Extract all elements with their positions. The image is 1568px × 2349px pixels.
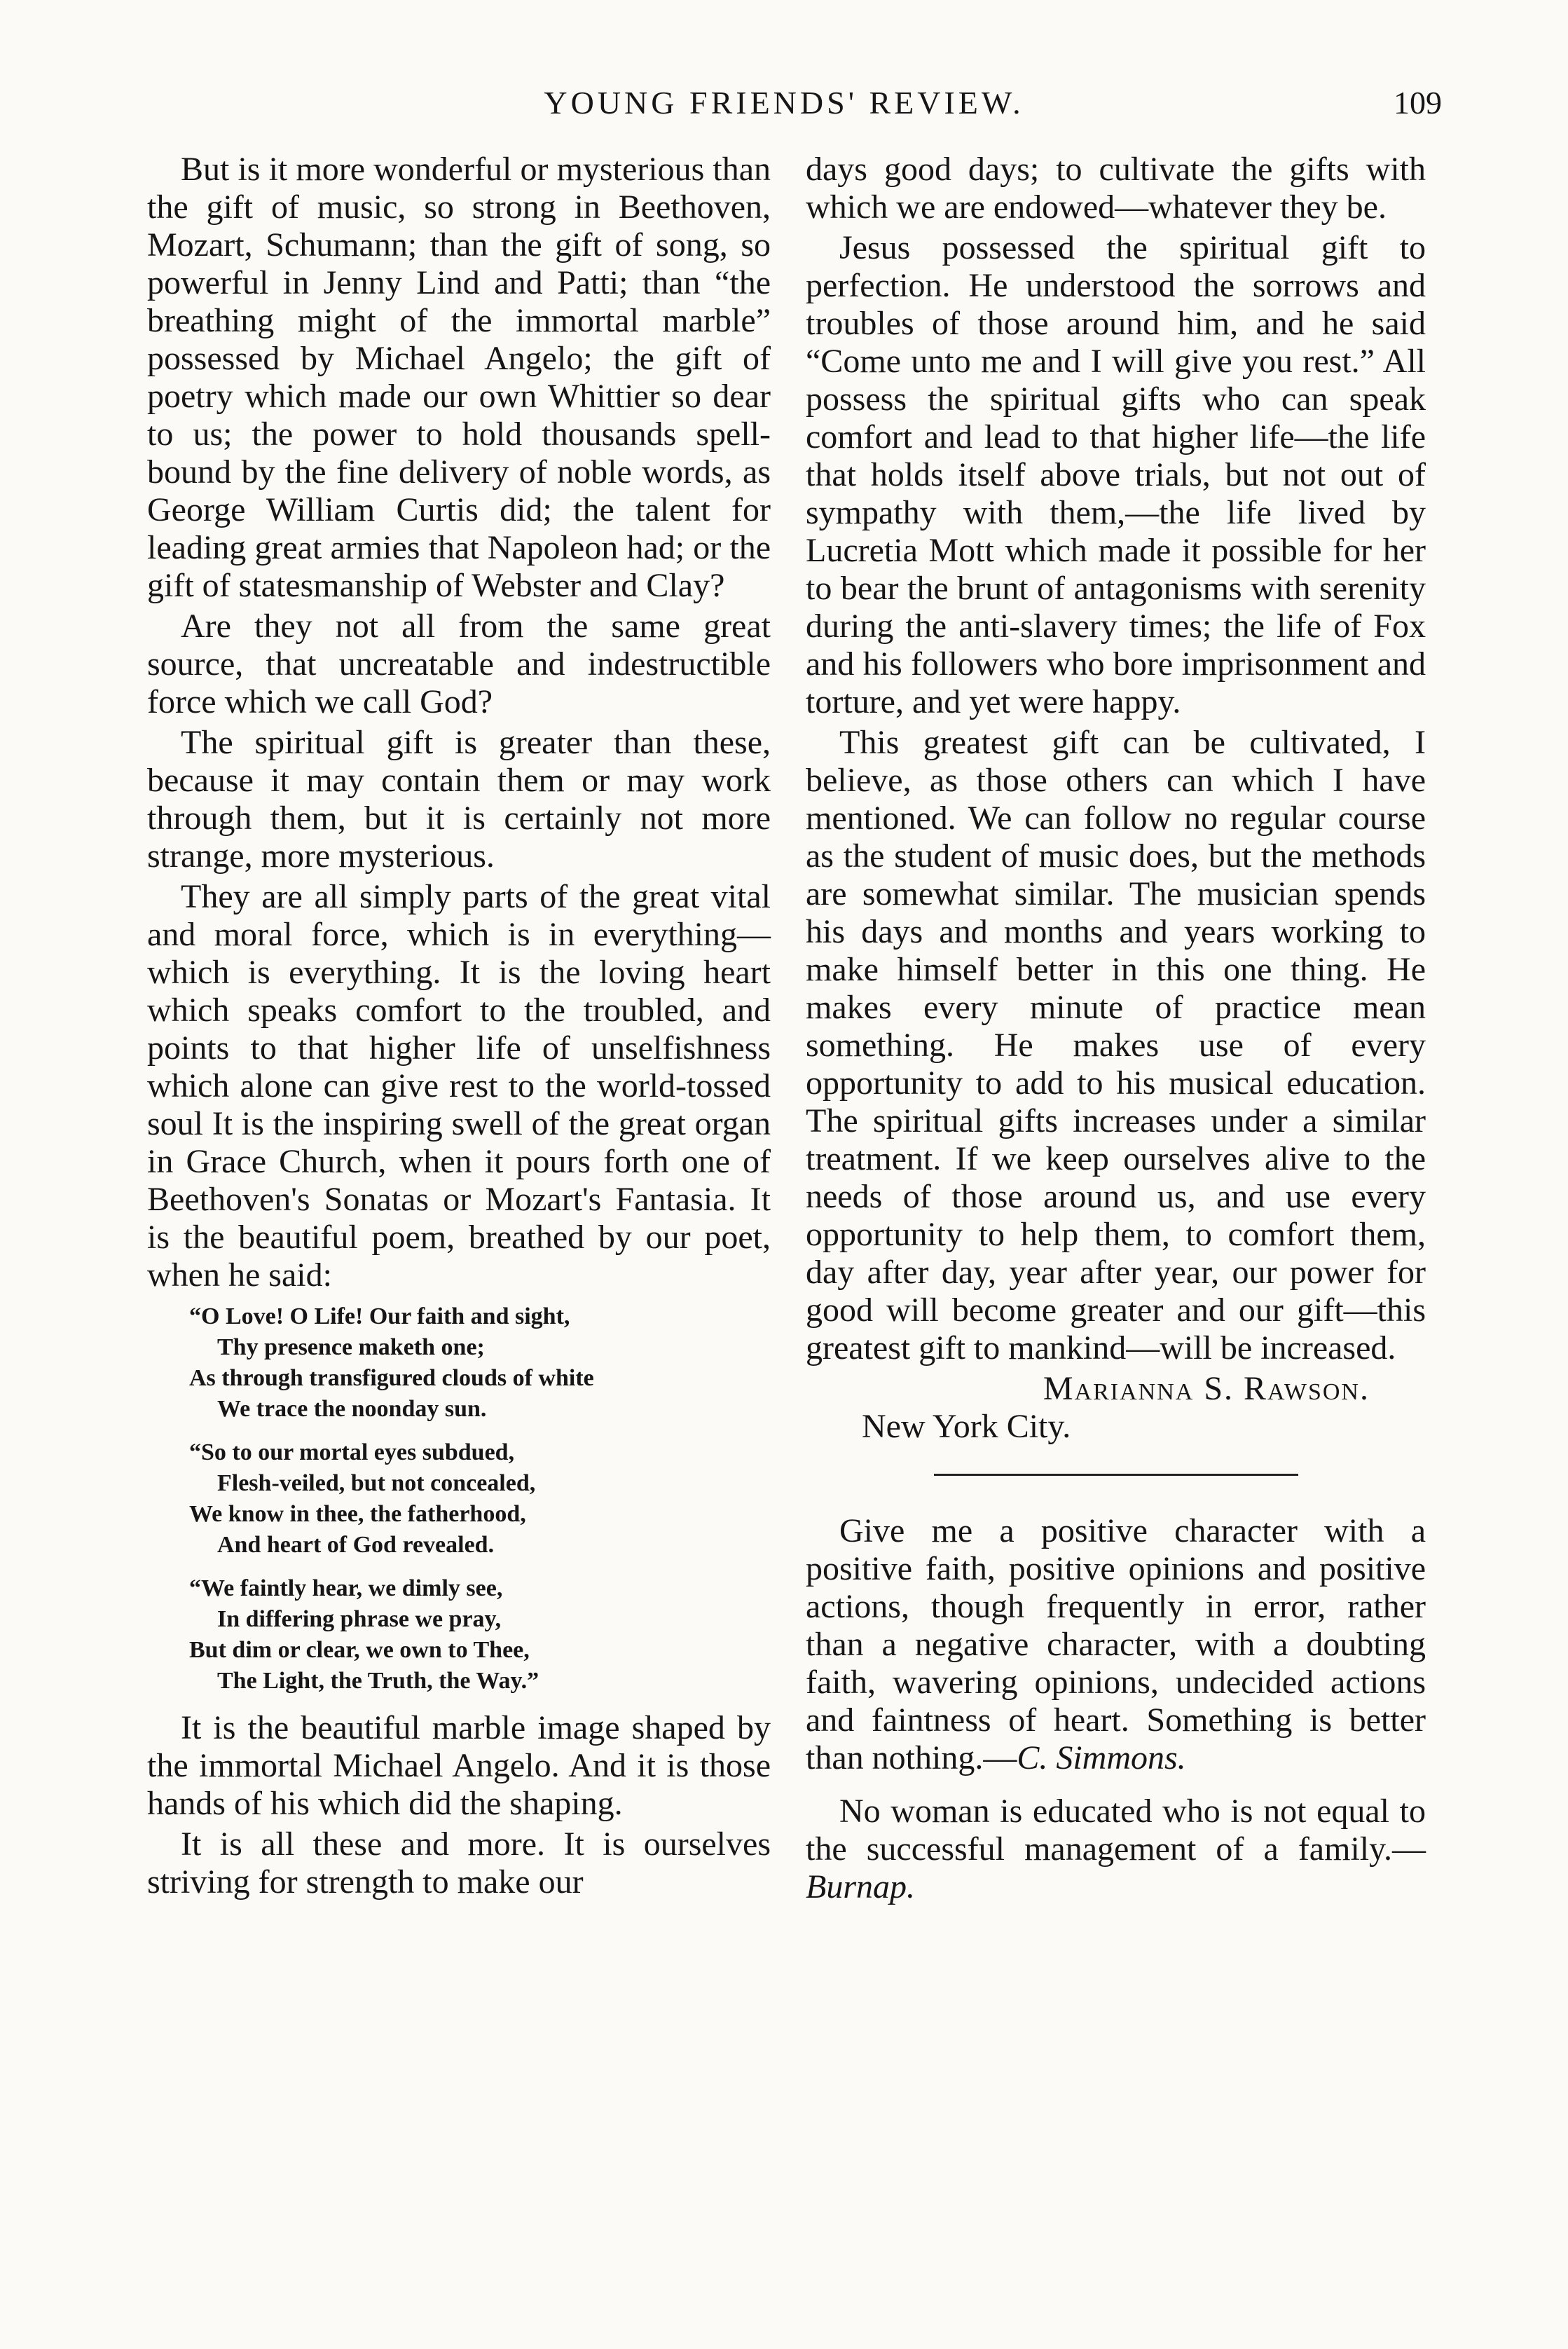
poem-line: Flesh-veiled, but not concealed, xyxy=(217,1470,536,1496)
paragraph: But is it more wonderful or mysterious than the gift of music, so strong in Beethoven, Mozart, Schumann; than the gift of song, so powerful in Jenny Lind and Patti; than “the breathing might of the immortal marble” possessed by Michael Angelo; the gift of poetry which made our own Whittier so dear to us; the power to hold thousands spell-bound by the fine delivery of noble words, as George William Curtis did; the talent for leading great armies that Napoleon had; or the gift of statesmanship of Webster and Clay? xyxy=(147,151,771,604)
quote xyxy=(806,1512,1426,1777)
running-title: YOUNG FRIENDS' REVIEW. xyxy=(544,85,1024,121)
page-number: 109 xyxy=(1394,85,1442,121)
poem-line: But dim or clear, we own to Thee, xyxy=(189,1637,530,1663)
poem xyxy=(189,1301,771,1697)
poem-stanza xyxy=(189,1437,771,1561)
poem-line: We trace the noonday sun. xyxy=(217,1396,487,1422)
section-divider xyxy=(934,1474,1298,1476)
quote-attribution: Burnap. xyxy=(806,1868,915,1905)
paragraph: The spiritual gift is greater than these, because it may contain them or may work through them, but it is certainly not more strange, more mysterious. xyxy=(147,724,771,875)
paragraph-continuation: days good days; to cultivate the gifts with which we are endowed—whatever they be. xyxy=(806,151,1426,226)
page-header xyxy=(0,84,1568,147)
poem-stanza xyxy=(189,1573,771,1697)
poem-line: Thy presence maketh one; xyxy=(217,1334,485,1360)
poem-line: In differing phrase we pray, xyxy=(217,1606,502,1632)
poem-stanza xyxy=(189,1301,771,1425)
poem-line: The Light, the Truth, the Way.” xyxy=(217,1668,539,1694)
poem-line: We know in thee, the fatherhood, xyxy=(189,1501,526,1527)
poem-line: “O Love! O Life! Our faith and sight, xyxy=(189,1303,570,1329)
poem-line: “So to our mortal eyes subdued, xyxy=(189,1439,515,1465)
poem-line: And heart of God revealed. xyxy=(217,1532,495,1558)
quote-attribution: C. Simmons. xyxy=(1017,1739,1186,1776)
quote xyxy=(806,1793,1426,1906)
quote-text: No woman is educated who is not equal to the successful management of a family.— xyxy=(806,1793,1426,1868)
author-place: New York City. xyxy=(862,1408,1071,1445)
paragraph: This greatest gift can be cultivated, I believe, as those others can which I have mentioned. We can follow no regular course as the student of music does, but the methods are somewhat similar. The musician spends his days and months and years working to make himself better in this one thing. He makes every minute of practice mean something. He makes use of every opportunity to add to his musical education. The spiritual gifts increases under a similar treatment. If we keep ourselves alive to the needs of those around us, and use every opportunity to help them, to comfort them, day after day, year after year, our power for good will become greater and our gift—this greatest gift to mankind—will be increased. xyxy=(806,724,1426,1367)
author-signature: Marianna S. Rawson. xyxy=(1043,1370,1370,1407)
poem-line: “We faintly hear, we dimly see, xyxy=(189,1575,503,1601)
poem-line: As through transfigured clouds of white xyxy=(189,1365,594,1391)
paragraph: It is all these and more. It is ourselves striving for strength to make our xyxy=(147,1826,771,1901)
left-column xyxy=(147,151,771,1904)
right-column xyxy=(806,151,1426,1909)
paragraph: Jesus possessed the spiritual gift to perfection. He understood the sorrows and troubles of those around him, and he said “Come unto me and I will give you rest.” All possess the spiritual gifts who can speak comfort and lead to that higher life—the life that holds itself above trials, but not out of sympathy with them,—the life lived by Lucretia Mott which made it possible for her to bear the brunt of antagonisms with serenity during the anti-slavery times; the life of Fox and his followers who bore imprisonment and torture, and yet were happy. xyxy=(806,229,1426,720)
quote-text: Give me a positive character with a positive faith, positive opinions and positive actions, though frequently in error, rather than a negative character, with a doubting faith, wavering opinions, undecided actions and faintness of heart. Something is better than nothing.— xyxy=(806,1512,1426,1776)
paragraph: It is the beautiful marble image shaped by the immortal Michael Angelo. And it is those hands of his which did the shaping. xyxy=(147,1709,771,1822)
paragraph: Are they not all from the same great source, that uncreatable and indestructible force which we call God? xyxy=(147,608,771,720)
paragraph: They are all simply parts of the great vital and moral force, which is in everything—which is everything. It is the loving heart which speaks comfort to the troubled, and points to that higher life of unselfishness which alone can give rest to the world-tossed soul It is the inspiring swell of the great organ in Grace Church, when it pours forth one of Beethoven's Sonatas or Mozart's Fantasia. It is the beautiful poem, breathed by our poet, when he said: xyxy=(147,878,771,1294)
